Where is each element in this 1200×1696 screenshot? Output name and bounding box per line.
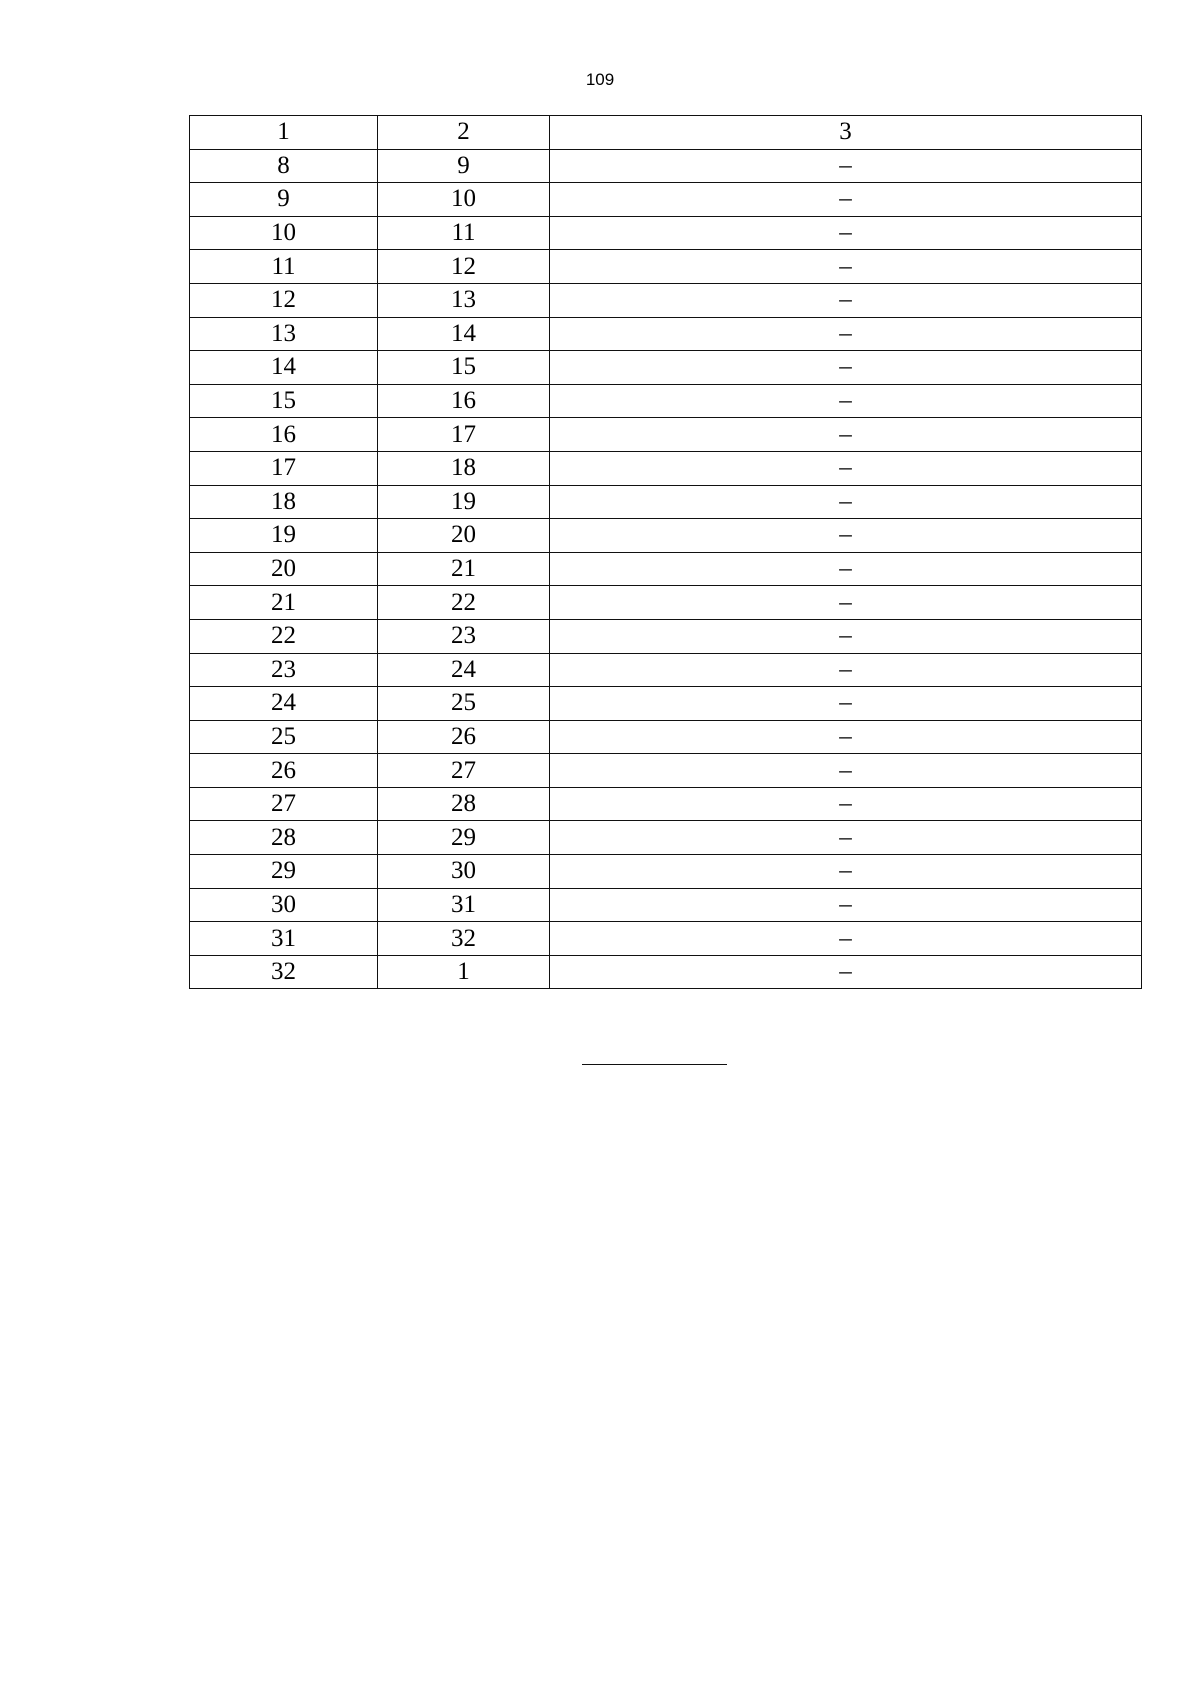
table-cell-col3: –	[550, 586, 1142, 620]
table-cell-col1: 31	[190, 922, 378, 956]
table-cell-col1: 32	[190, 955, 378, 989]
table-cell-col1: 28	[190, 821, 378, 855]
table-cell-col3: –	[550, 821, 1142, 855]
table-row	[190, 384, 1142, 418]
table-body	[190, 116, 1142, 989]
data-table	[189, 115, 1142, 989]
table-cell-col2: 17	[378, 418, 550, 452]
table-cell-col3: –	[550, 552, 1142, 586]
table-cell-col2: 1	[378, 955, 550, 989]
table-cell-col3: –	[550, 384, 1142, 418]
table-row	[190, 720, 1142, 754]
table-cell-col2: 29	[378, 821, 550, 855]
table-cell-col1: 12	[190, 283, 378, 317]
table-row	[190, 687, 1142, 721]
table-cell-col1: 11	[190, 250, 378, 284]
table-row	[190, 250, 1142, 284]
table-cell-col1: 17	[190, 451, 378, 485]
table-cell-col1: 16	[190, 418, 378, 452]
table-cell-col2: 18	[378, 451, 550, 485]
table-cell-col2: 13	[378, 283, 550, 317]
table-cell-col2: 15	[378, 351, 550, 385]
table-row	[190, 418, 1142, 452]
table-row	[190, 653, 1142, 687]
table-row	[190, 283, 1142, 317]
table-cell-col3: –	[550, 351, 1142, 385]
end-of-text-rule	[582, 1064, 727, 1065]
table-cell-col3: –	[550, 653, 1142, 687]
table-cell-col2: 31	[378, 888, 550, 922]
table-row	[190, 519, 1142, 553]
table-cell-col2: 19	[378, 485, 550, 519]
table-row	[190, 922, 1142, 956]
table-cell-col3: –	[550, 451, 1142, 485]
table-row	[190, 451, 1142, 485]
table-cell-col3: –	[550, 754, 1142, 788]
table-cell-col3: –	[550, 855, 1142, 889]
table-row	[190, 552, 1142, 586]
table-cell-col3: –	[550, 922, 1142, 956]
table-cell-col1: 27	[190, 787, 378, 821]
table-cell-col2: 26	[378, 720, 550, 754]
table-cell-col1: 22	[190, 619, 378, 653]
table-cell-col3: –	[550, 216, 1142, 250]
table-cell-col2: 24	[378, 653, 550, 687]
table-cell-col2: 22	[378, 586, 550, 620]
table-cell-col3: –	[550, 317, 1142, 351]
table-cell-col1: 8	[190, 149, 378, 183]
table-cell-col2: 10	[378, 183, 550, 217]
table-cell-col2: 16	[378, 384, 550, 418]
table-row	[190, 216, 1142, 250]
table-cell-col2: 25	[378, 687, 550, 721]
table-cell-col3: –	[550, 418, 1142, 452]
table-row	[190, 485, 1142, 519]
table-cell-col2: 21	[378, 552, 550, 586]
table-header-row	[190, 116, 1142, 150]
table-cell-col1: 13	[190, 317, 378, 351]
table-row	[190, 955, 1142, 989]
table-cell-col3: –	[550, 687, 1142, 721]
table-cell-col3: –	[550, 283, 1142, 317]
table-cell-col1: 9	[190, 183, 378, 217]
table-row	[190, 317, 1142, 351]
table-cell-col3: –	[550, 888, 1142, 922]
table-cell-col3: –	[550, 787, 1142, 821]
table-cell-col2: 20	[378, 519, 550, 553]
table-row	[190, 183, 1142, 217]
column-header-1: 1	[190, 116, 378, 150]
table-cell-col1: 25	[190, 720, 378, 754]
table-cell-col1: 21	[190, 586, 378, 620]
column-header-3: 3	[550, 116, 1142, 150]
table-cell-col3: –	[550, 955, 1142, 989]
table-cell-col2: 9	[378, 149, 550, 183]
table-cell-col1: 14	[190, 351, 378, 385]
table-cell-col3: –	[550, 720, 1142, 754]
table-cell-col3: –	[550, 149, 1142, 183]
table-cell-col1: 18	[190, 485, 378, 519]
table-cell-col1: 23	[190, 653, 378, 687]
table-cell-col2: 11	[378, 216, 550, 250]
table-cell-col1: 30	[190, 888, 378, 922]
table-cell-col3: –	[550, 183, 1142, 217]
table-row	[190, 855, 1142, 889]
table-cell-col3: –	[550, 485, 1142, 519]
table-row	[190, 149, 1142, 183]
table-cell-col2: 27	[378, 754, 550, 788]
table-cell-col1: 26	[190, 754, 378, 788]
table-row	[190, 821, 1142, 855]
table-cell-col1: 19	[190, 519, 378, 553]
table-cell-col2: 23	[378, 619, 550, 653]
table-cell-col1: 24	[190, 687, 378, 721]
table-row	[190, 888, 1142, 922]
table-row	[190, 351, 1142, 385]
table-cell-col2: 32	[378, 922, 550, 956]
table-cell-col1: 15	[190, 384, 378, 418]
table-cell-col2: 12	[378, 250, 550, 284]
table-row	[190, 619, 1142, 653]
table-cell-col1: 29	[190, 855, 378, 889]
table-cell-col3: –	[550, 619, 1142, 653]
table-row	[190, 787, 1142, 821]
table-cell-col3: –	[550, 250, 1142, 284]
table-cell-col3: –	[550, 519, 1142, 553]
table-cell-col2: 14	[378, 317, 550, 351]
table-cell-col1: 20	[190, 552, 378, 586]
table-cell-col2: 30	[378, 855, 550, 889]
column-header-2: 2	[378, 116, 550, 150]
table-cell-col1: 10	[190, 216, 378, 250]
page-number: 109	[585, 70, 615, 89]
table-cell-col2: 28	[378, 787, 550, 821]
table-row	[190, 586, 1142, 620]
table-row	[190, 754, 1142, 788]
